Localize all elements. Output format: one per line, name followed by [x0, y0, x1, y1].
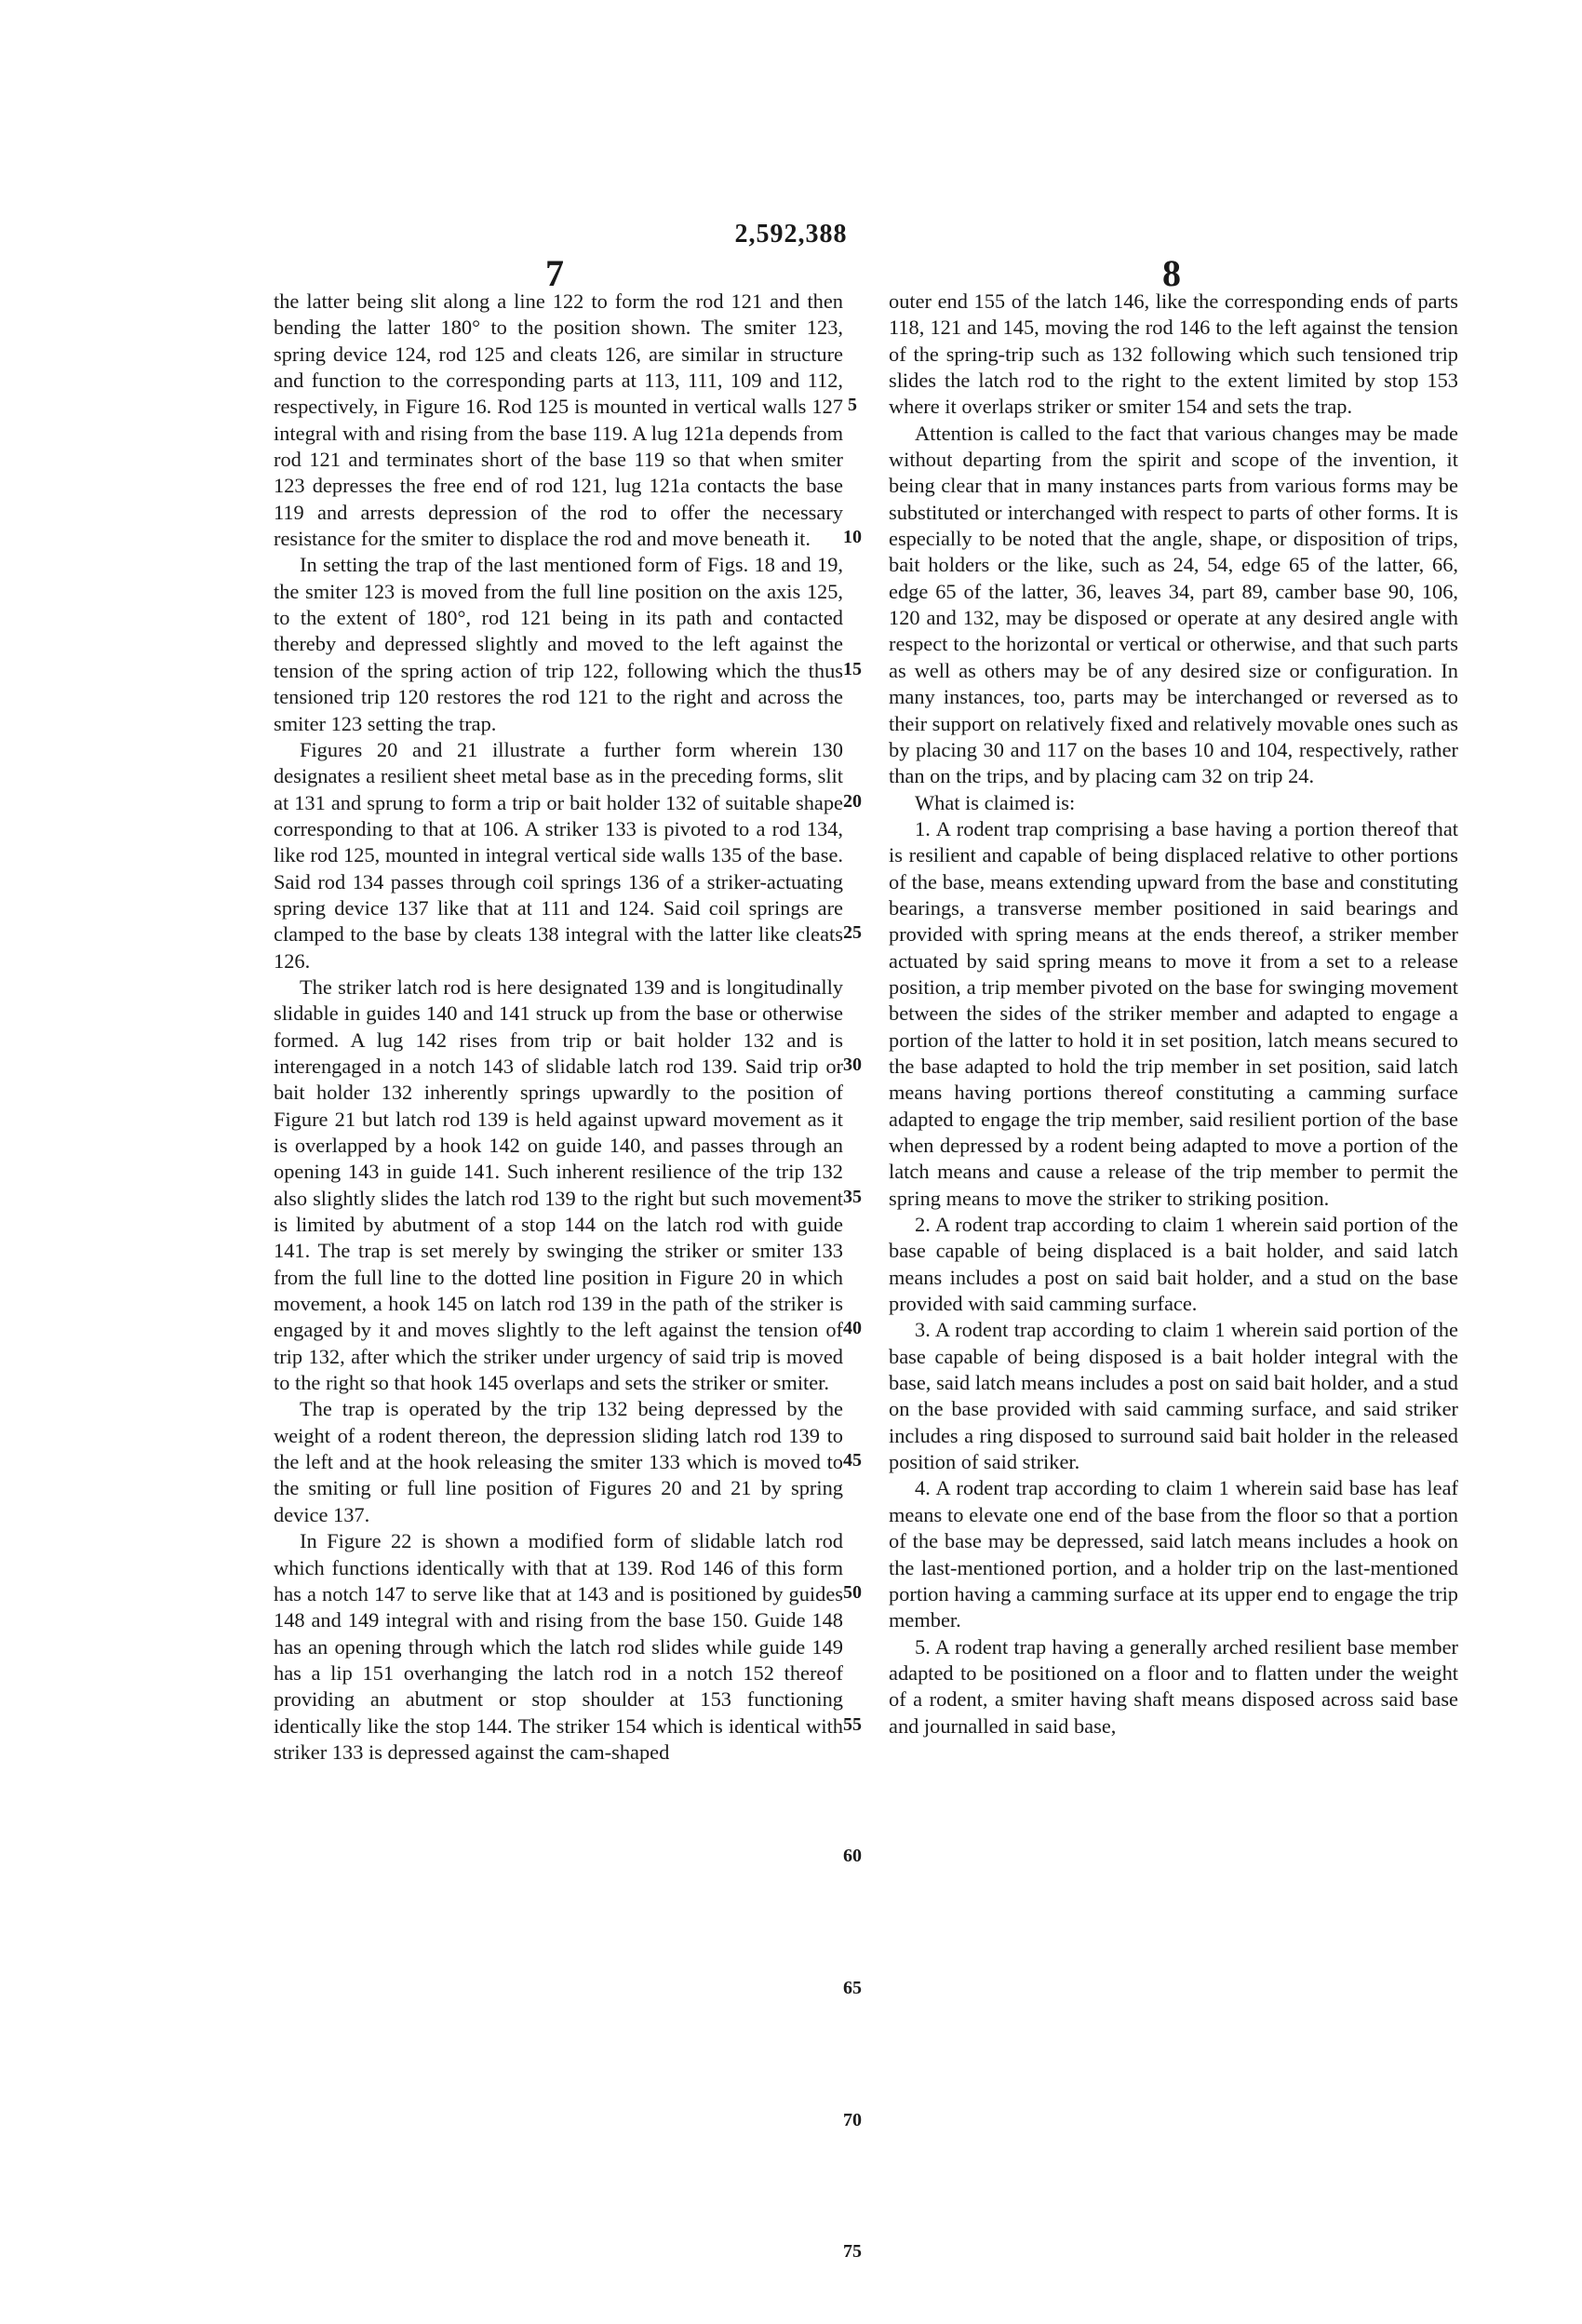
claim-5: 5. A rodent trap having a generally arched resilient base member adapted to be positioned on a floor and to flatten under the weight of a rodent, a smiter having shaft means disposed across said base and journalled in said base,	[889, 1634, 1458, 1738]
line-number: 25	[843, 922, 862, 943]
claim-1: 1. A rodent trap comprising a base having a portion thereof that is resilient and capable of being displaced relative to other portions of the base, means extending upward from the base and constituting bearings, a transverse member positioned in said bearings and provided with spring means at the ends thereof, a striker member actuated by said spring means to move it from a set to a release position, a trip member pivoted on the base for swinging movement between the sides of the striker member and adapted to engage a portion of the latter to hold it in set position, latch means secured to the base adapted to hold the trip member in set position, said latch means having portions thereof constituting a camming surface adapted to engage the trip member, said resilient portion of the base when depressed by a rodent being adapted to move a portion of the latch means and cause a release of the trip member to permit the spring means to move the striker to striking position.	[889, 816, 1458, 1210]
left-column	[274, 289, 843, 1766]
line-number: 70	[843, 2110, 862, 2130]
left-page-number: 7	[545, 252, 564, 294]
line-number: 45	[843, 1450, 862, 1471]
claim-4: 4. A rodent trap according to claim 1 wherein said base has leaf means to elevate one end of the base from the floor so that a portion of the base may be depressed, said latch means includes a hook on the last-mentioned portion, and a holder trip on the last-mentioned portion having a camming surface at its upper end to engage the trip member.	[889, 1476, 1458, 1632]
line-number: 40	[843, 1318, 862, 1338]
line-number: 65	[843, 1978, 862, 1998]
line-number: 50	[843, 1582, 862, 1603]
left-paragraph-5: The trap is operated by the trip 132 being depressed by the weight of a rodent thereon, the depression sliding latch rod 139 to the left and at the hook releasing the smiter 133 which is moved to the smiting or full line position of Figures 20 and 21 by spring device 137.	[274, 1397, 843, 1526]
claim-3: 3. A rodent trap according to claim 1 wherein said portion of the base capable of being disposed is a bait holder integral with the base, said latch means includes a post on said bait holder, and a stud on the base provided with said camming surface, and said striker includes a ring disposed to surround said bait holder in the released position of said striker.	[889, 1318, 1458, 1474]
left-paragraph-3: Figures 20 and 21 illustrate a further form wherein 130 designates a resilient sheet metal base as in the preceding forms, slit at 131 and sprung to form a trip or bait holder 132 of suitable shape corresponding to that at 106. A striker 133 is pivoted to a rod 134, like rod 125, mounted in integral vertical side walls 135 of the base. Said rod 134 passes through coil springs 136 of a striker-actuating spring device 137 like that at 111 and 124. Said coil springs are clamped to the base by cleats 138 integral with the latter like cleats 126.	[274, 737, 843, 973]
left-paragraph-1: the latter being slit along a line 122 to form the rod 121 and then bending the latter 180° to the position shown. The smiter 123, spring device 124, rod 125 and cleats 126, are similar in structure and function to the corresponding parts at 113, 111, 109 and 112, respectively, in Figure 16. Rod 125 is mounted in vertical walls 127 integral with and rising from the base 119. A lug 121a depends from rod 121 and terminates short of the base 119 so that when smiter 123 depresses the free end of rod 121, lug 121a contacts the base 119 and arrests depression of the rod to offer the necessary resistance for the smiter to displace the rod and move beneath it.	[274, 289, 843, 551]
left-paragraph-2: In setting the trap of the last mentioned form of Figs. 18 and 19, the smiter 123 is moved from the full line position on the axis 125, to the extent of 180°, rod 121 being in its path and contacted thereby and depressed slightly and moved to the left against the tension of the spring action of trip 122, following which the thus tensioned trip 120 restores the rod 121 to the right and across the smiter 123 setting the trap.	[274, 553, 843, 735]
line-number: 60	[843, 1846, 862, 1866]
line-number: 55	[843, 1714, 862, 1735]
left-paragraph-6: In Figure 22 is shown a modified form of slidable latch rod which functions identically with that at 139. Rod 146 of this form has a notch 147 to serve like that at 143 and is positioned by guides 148 and 149 integral with and rising from the base 150. Guide 148 has an opening through which the latch rod slides while guide 149 has a lip 151 overhanging the latch rod in a notch 152 thereof providing an abutment or stop shoulder at 153 functioning identically like the stop 144. The striker 154 which is identical with striker 133 is depressed against the cam-shaped	[274, 1529, 843, 1764]
line-number: 15	[843, 659, 862, 679]
line-number: 35	[843, 1187, 862, 1207]
right-paragraph-2: Attention is called to the fact that various changes may be made without departing from the spirit and scope of the invention, it being clear that in many instances parts from various forms may be substituted or interchanged with respect to parts of other forms. It is especially to be noted that the angle, shape, or disposition of trips, bait holders or the like, such as 24, 54, edge 65 of the latter, 66, edge 65 of the latter, 36, leaves 34, part 89, camber base 90, 106, 120 and 132, may be disposed or operate at any desired angle with respect to the horizontal or vertical or otherwise, and that such parts as well as others may be of any desired size or configuration. In many instances, too, parts may be interchanged or reversed as to their support on relatively fixed and relatively movable ones such as by placing 30 and 117 on the bases 10 and 104, respectively, rather than on the trips, and by placing cam 32 on trip 24.	[889, 421, 1458, 788]
right-paragraph-1: outer end 155 of the latch 146, like the corresponding ends of parts 118, 121 and 145, moving the rod 146 to the left against the tension of the spring-trip such as 132 following which such tensioned trip slides the latch rod to the right to the extent limited by stop 153 where it overlaps striker or smiter 154 and sets the trap.	[889, 289, 1458, 419]
right-page-number: 8	[1162, 252, 1181, 294]
line-number: 75	[843, 2241, 862, 2262]
left-paragraph-4: The striker latch rod is here designated 139 and is longitudinally slidable in guides 140 and 141 struck up from the base or otherwise formed. A lug 142 rises from trip or bait holder 132 and is interengaged in a notch 143 of slidable latch rod 139. Said trip or bait holder 132 inherently springs upwardly to the position of Figure 21 but latch rod 139 is held against upward movement as it is overlapped by a hook 142 on guide 140, and passes through an opening 143 in guide 141. Such inherent resilience of the trip 132 also slightly slides the latch rod 139 to the right but such movement is limited by abutment of a stop 144 on the latch rod with guide 141. The trap is set merely by swinging the striker or smiter 133 from the full line to the dotted line position in Figure 20 in which movement, a hook 145 on latch rod 139 in the path of the striker is engaged by it and moves slightly to the left against the tension of trip 132, after which the striker under urgency of said trip is moved to the right so that hook 145 overlaps and sets the striker or smiter.	[274, 974, 843, 1395]
line-number: 20	[843, 791, 862, 812]
patent-number: 2,592,388	[734, 220, 848, 249]
line-number: 5	[848, 395, 857, 415]
claim-2: 2. A rodent trap according to claim 1 wherein said portion of the base capable of being displaced is a bait holder, and said latch means includes a post on said bait holder, and a stud on the base provided with said camming surface.	[889, 1213, 1458, 1316]
right-column	[889, 289, 1458, 1740]
claims-heading: What is claimed is:	[915, 790, 1076, 814]
line-number: 30	[843, 1055, 862, 1075]
line-number: 10	[843, 527, 862, 547]
